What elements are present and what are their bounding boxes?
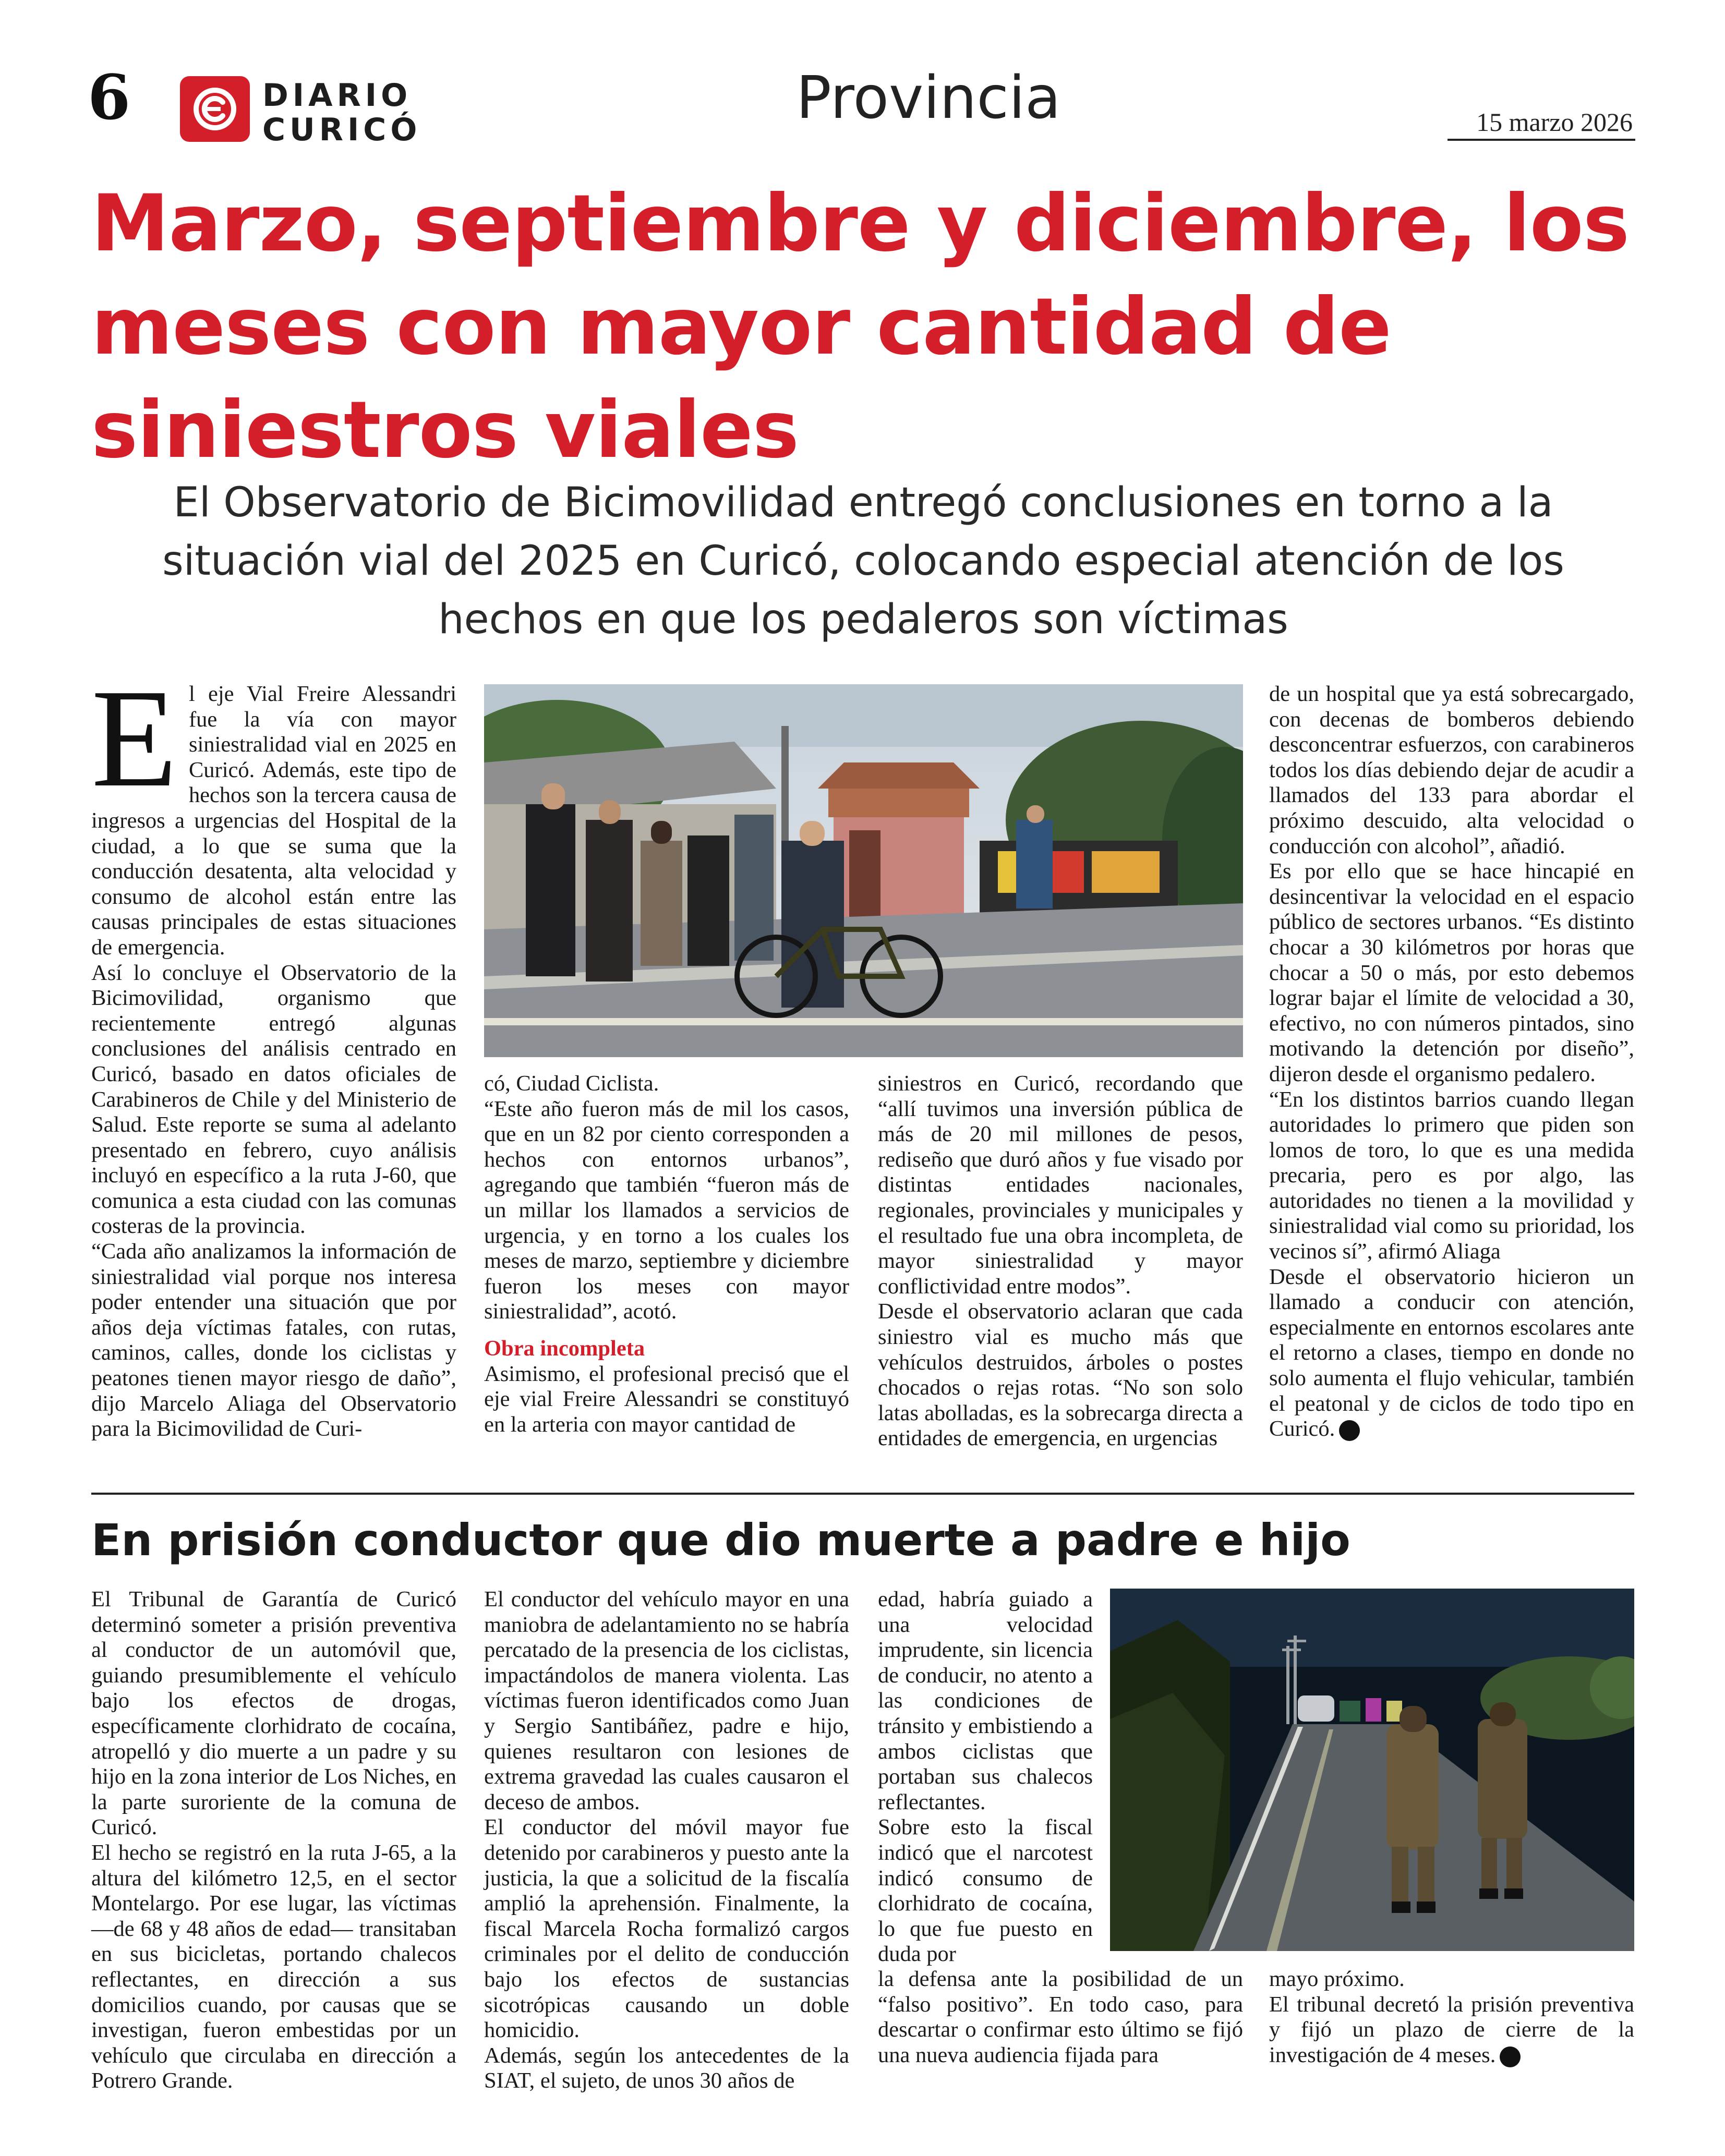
article1-column-2 (484, 1071, 849, 1437)
article1-paragraph: Es por ello que se hace hincapié en desincentivar la velocidad en el espacio público de sectores urbanos. “Es distinto chocar a 30 kilómetros por horas que chocar a 50 o más, por esto debemos lograr bajar el límite de velocidad a 30, efectivo, no con números pintados, sino motivando la detención por diseño”, dijeron desde el organismo pedalero. (1269, 859, 1634, 1086)
article1-column-4 (1269, 682, 1634, 1442)
article1-subheadline: El Observatorio de Bicimovilidad entregó conclusiones en torno a la situación vial del 2025 en Curicó, colocando especial atención de los hechos en que los pedaleros son víctimas (162, 479, 1564, 643)
article1-paragraph: de un hospital que ya está sobrecargado, con decenas de bomberos debiendo desconcentrar esfuerzos, con carabineros todos los días debiendo dejar de acudir a llamados del 133 para abordar el próximo descuido, alta velocidad o conducción con alcohol”, añadió. (1269, 682, 1634, 858)
article2-paragraph: El conductor del vehículo mayor en una maniobra de adelantamiento no se habría percatado de la presencia de los ciclistas, impactándolos de manera violenta. Las víctimas fueron identificados como Juan y Sergio Santibáñez, padre e hijo, quienes resultaron con lesiones de extrema gravedad las cuales causaron el deceso de ambos. (484, 1587, 849, 1814)
article2-paragraph: la defensa ante la posibilidad de un “falso positivo”. En todo caso, para descartar o confirmar esto último se fijó una nueva audiencia fijada para (878, 1967, 1243, 2067)
section-title: Provincia (796, 64, 1061, 132)
article1-paragraph: “Cada año analizamos la información de siniestralidad vial porque nos interesa poder entender una situación que por años deja víctimas fatales, con rutas, caminos, calles, donde los ciclistas y peatones tienen mayor riesgo de daño”, dijo Marcelo Aliaga del Observatorio para la Bicimovilidad de Curi- (91, 1239, 456, 1442)
article1-column-1 (91, 660, 456, 1442)
article2-column-1 (91, 1587, 456, 2094)
article2-paragraph: El Tribunal de Garantía de Curicó determinó someter a prisión preventiva al conductor de un automóvil que, guiando presumiblemente el vehículo bajo los efectos de drogas, específicamente clorhidrato de cocaína, atropelló y dio muerte a un padre y su hijo en la zona interior de Los Niches, en la parte suroriente de la comuna de Curicó. (91, 1587, 456, 1840)
article2-paragraph: Además, según los antecedentes de la SIAT, el sujeto, de unos 30 años de (484, 2043, 849, 2093)
logo-line-curico: CURICÓ (262, 112, 421, 148)
article1-paragraph: Desde el observatorio aclaran que cada siniestro vial es mucho más que vehículos destruidos, árboles o postes chocados o rejas rotas. “No son solo latas abolladas, es la sobrecarga directa a entidades de emergencia, en urgencias (878, 1299, 1243, 1451)
article1-subtitle: Obra incompleta (484, 1336, 645, 1361)
article2-paragraph: Sobre esto la fiscal indicó que el narcotest indicó consumo de clorhidrato de cocaína, lo que fue puesto en duda por (878, 1815, 1093, 1967)
end-of-article-icon (1500, 2046, 1521, 2067)
diario-curico-logo-icon (180, 76, 250, 142)
article2-paragraph: edad, habría guiado a una velocidad imprudente, sin licencia de conducir, no atento a las condiciones de tránsito y embistiendo a ambos ciclistas que portaban sus chalecos reflectantes. (878, 1587, 1093, 1814)
article2-paragraph: El hecho se registró en la ruta J-65, a la altura del kilómetro 12,5, en el sector Montelargo. Por ese lugar, las víctimas —de 68 y 48 años de edad— transitaban en sus bicicletas, portando chalecos reflectantes, en dirección a sus domicilios cuando, por causas que se investigan, fueron embestidas por un vehículo que circulaba en dirección a Potrero Grande. (91, 1840, 456, 2093)
police-night-road-photo (1110, 1589, 1634, 1951)
issue-date: 15 marzo 2026 (1476, 107, 1633, 137)
article2-column-3-lower (878, 1967, 1243, 2068)
article1-headline: Marzo, septiembre y diciembre, los meses con mayor cantidad de siniestros viales (91, 178, 1630, 476)
article2-column-4 (1269, 1967, 1634, 2068)
article2-paragraph: El tribunal decretó la prisión preventiva y fijó un plazo de cierre de la investigación de 4 meses. (1269, 1992, 1634, 2067)
cyclist-street-photo (484, 684, 1243, 1057)
article2-column-2 (484, 1587, 849, 2094)
dropcap: E (91, 660, 177, 816)
article2-column-3-upper (878, 1587, 1093, 1967)
page-number: 6 (88, 61, 131, 134)
article1-lead-paragraph: El eje Vial Freire Alessandri fue la vía con mayor siniestralidad vial en 2025 en Curicó. Además, este tipo de hechos son la tercera causa de ingresos a urgencias del Hospital de la ciudad, a lo que se suma que la conducción desatenta, alta velocidad y consumo de alcohol están entre las causas principales de estas situaciones de emergencia. (91, 660, 456, 960)
article1-paragraph: “En los distintos barrios cuando llegan autoridades lo primero que piden son lomos de toro, lo que es una medida precaria, pero es por algo, las autoridades no tienen a la movilidad y siniestralidad vial como su prioridad, los vecinos sí”, afirmó Aliaga (1269, 1087, 1634, 1264)
article1-paragraph: Asimismo, el profesional precisó que el eje vial Freire Alessandri se constituyó en la arteria con mayor cantidad de (484, 1361, 849, 1437)
article1-column-3 (878, 1071, 1243, 1451)
article1-paragraph: Así lo concluye el Observatorio de la Bicimovilidad, organismo que recientemente entregó algunas conclusiones del análisis centrado en Curicó, basado en datos oficiales de Carabineros de Chile y del Ministerio de Salud. Este reporte se suma al adelanto presentado en febrero, cuyo análisis incluyó en específico a la ruta J-60, que comunica a esta ciudad con las comunas costeras de la provincia. (91, 960, 456, 1239)
logo-line-diario: DIARIO (262, 77, 412, 114)
logo-wordmark (262, 78, 421, 147)
article2-headline: En prisión conductor que dio muerte a padre e hijo (91, 1515, 1350, 1566)
article1-paragraph: siniestros en Curicó, recordando que “allí tuvimos una inversión pública de más de 20 mil millones de pesos, rediseño que duró años y fue visado por distintas entidades nacionales, regionales, provinciales y municipales y el resultado fue una obra incompleta, de mayor siniestralidad y mayor conflictividad entre modos”. (878, 1071, 1243, 1299)
article2-paragraph: mayo próximo. (1269, 1967, 1405, 1991)
end-of-article-icon (1339, 1420, 1360, 1441)
article1-paragraph: có, Ciudad Ciclista. (484, 1071, 659, 1096)
article-divider (91, 1493, 1634, 1495)
article1-paragraph: Desde el observatorio hicieron un llamado a conducir con atención, especialmente en entornos escolares ante el retorno a clases, tiempo en donde no solo aumenta el flujo vehicular, también el peatonal y de ciclos de todo tipo en Curicó. (1269, 1264, 1634, 1442)
date-underline (1447, 139, 1635, 141)
article1-paragraph: “Este año fueron más de mil los casos, que en un 82 por ciento corresponden a hechos con entornos urbanos”, agregando que también “fueron más de un millar los llamados a servicios de urgencia, y en torno a los cuales los meses de marzo, septiembre y diciembre fueron los meses con mayor siniestralidad”, acotó. (484, 1096, 849, 1324)
article2-paragraph: El conductor del móvil mayor fue detenido por carabineros y puesto ante la justicia, la que a solicitud de la fiscalía amplió la aprehensión. Finalmente, la fiscal Marcela Rocha formalizó cargos criminales por el delito de conducción bajo los efectos de sustancias sicotrópicas causando un doble homicidio. (484, 1815, 849, 2043)
